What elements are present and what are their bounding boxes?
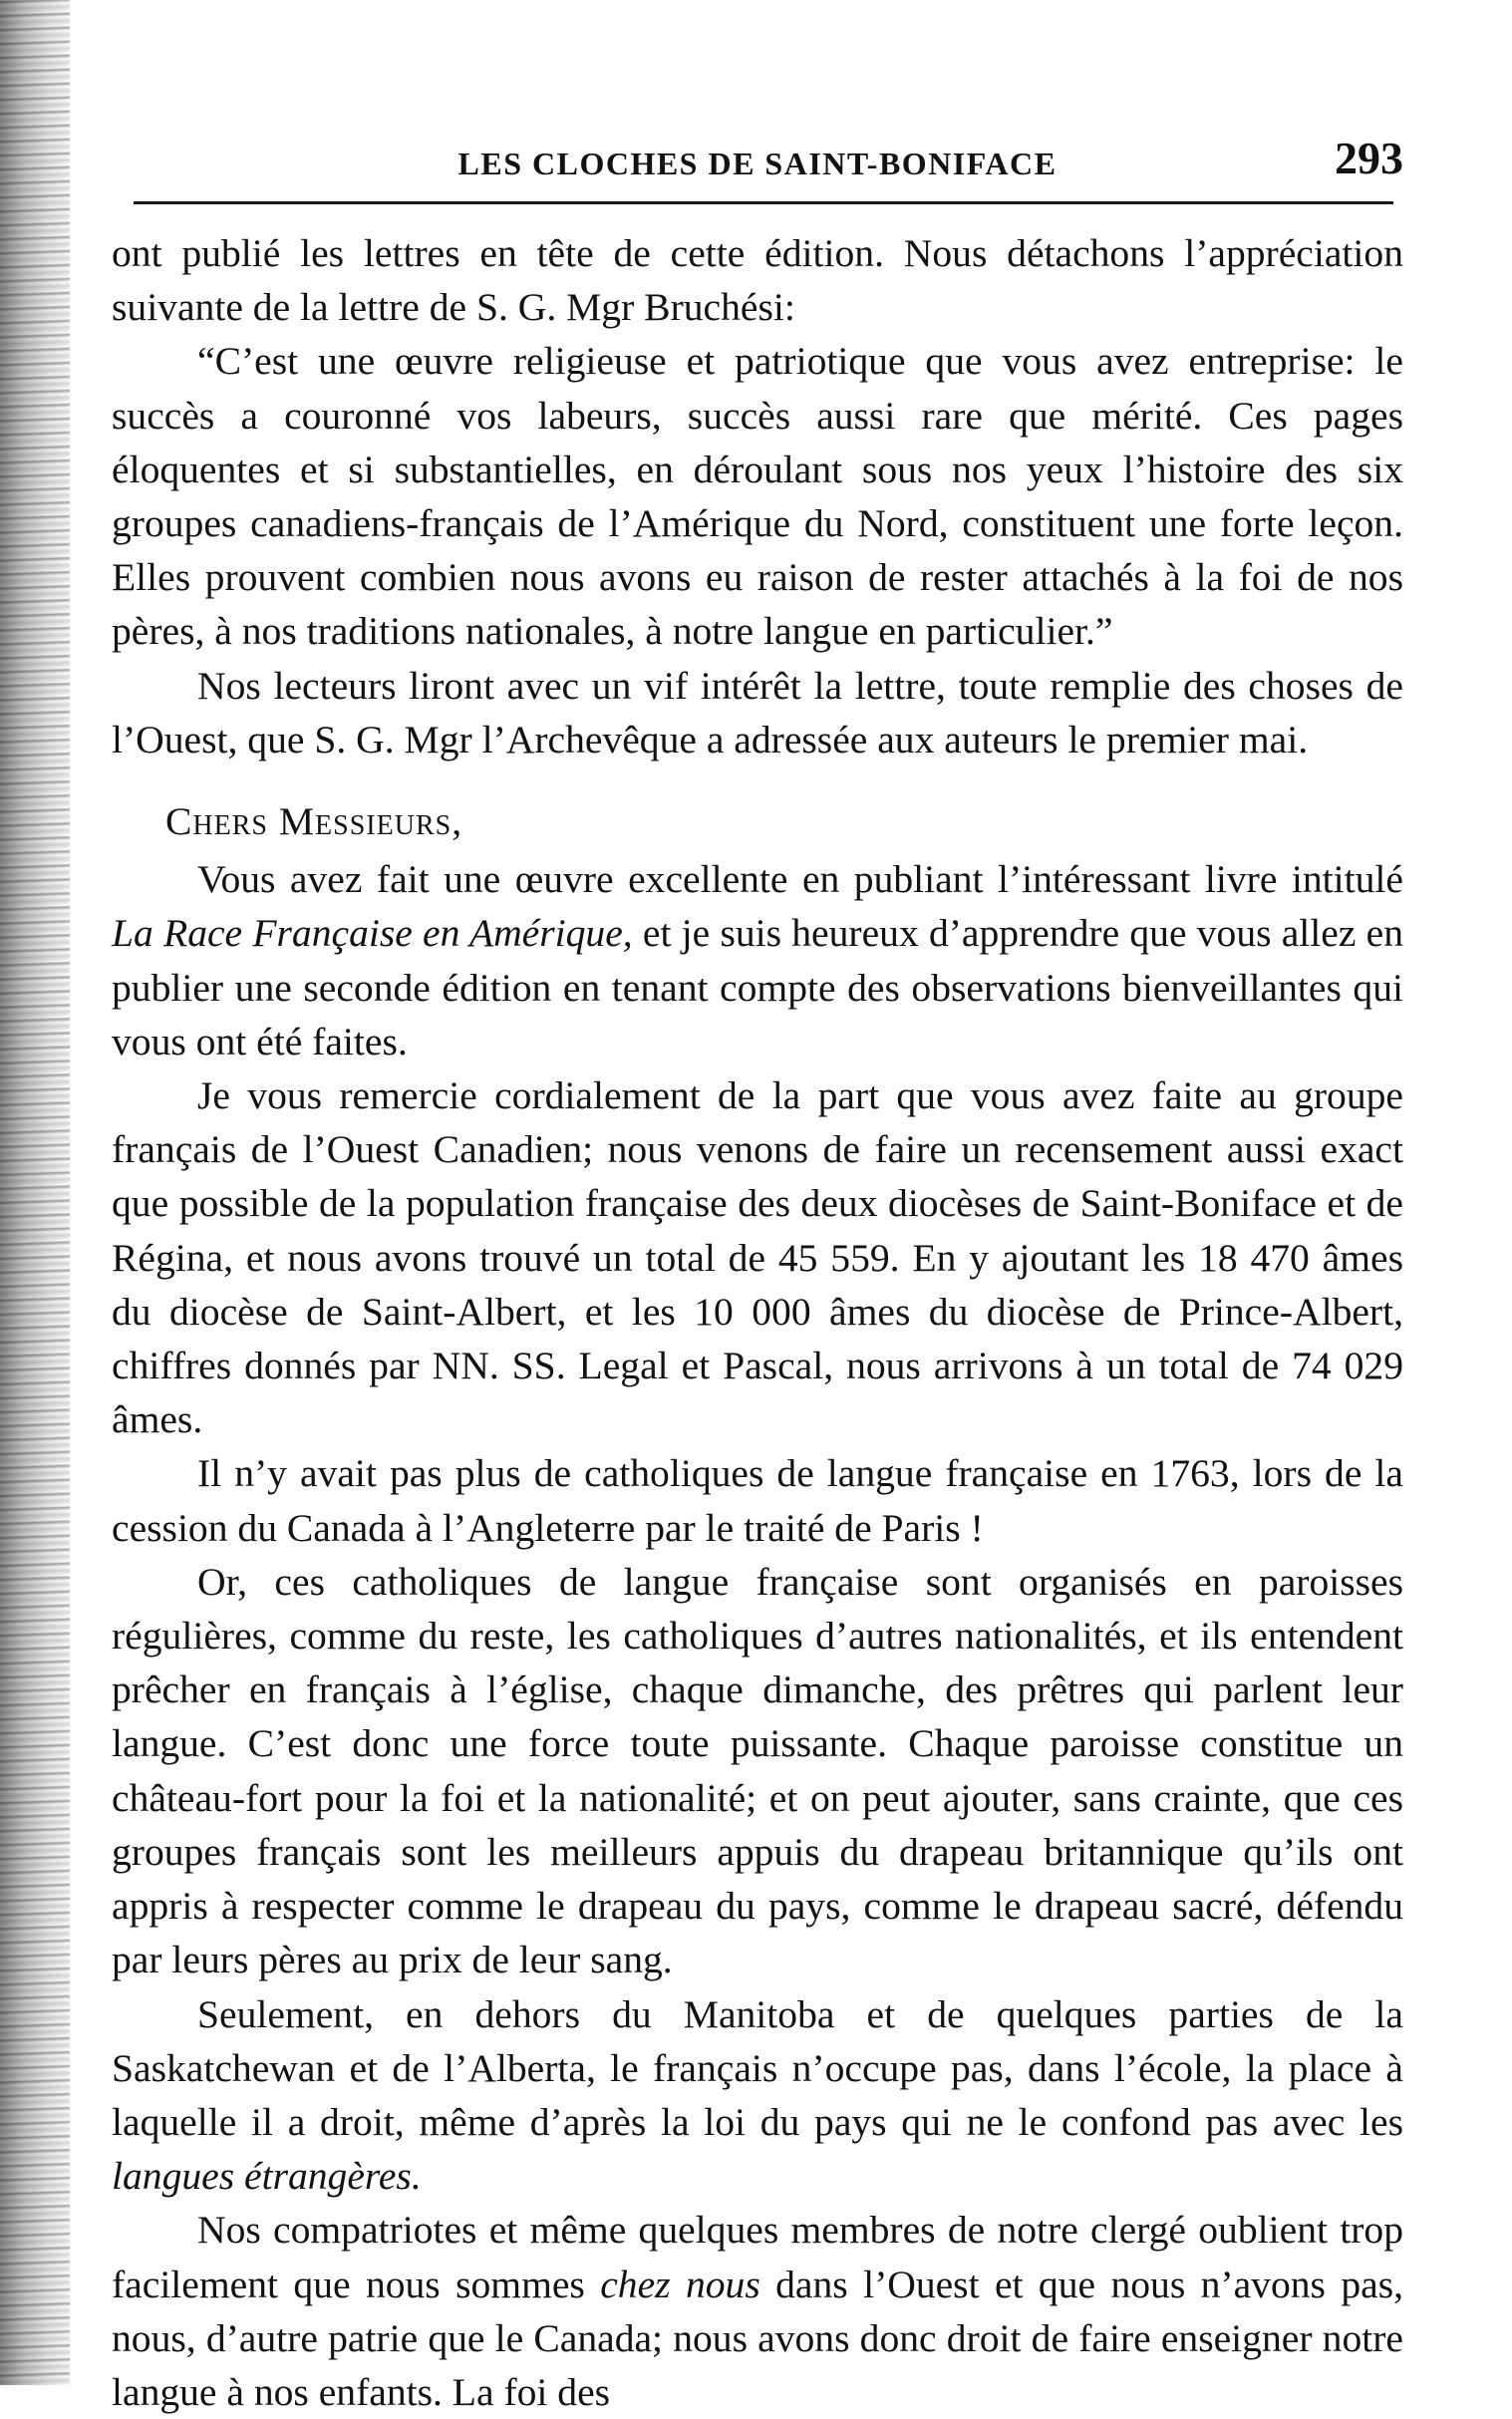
header-rule xyxy=(134,201,1393,204)
paragraph: Nos lecteurs liront avec un vif intérêt la lettre, toute remplie des choses de l’Ouest, que S. G. Mgr l’Archevêque a adressée aux auteurs le premier mai. xyxy=(112,663,1403,761)
letter-paragraph xyxy=(112,2203,1403,2419)
text-run: Vous avez fait une œuvre excellente en publiant l’intéressant livre intitulé xyxy=(197,857,1403,902)
letter-paragraph: Il n’y avait pas plus de catholiques de langue française en 1763, lors de la cession du Canada à l’Angleterre par le traité de Paris ! xyxy=(112,1451,1403,1550)
running-title: LES CLOCHES DE SAINT-BONIFACE xyxy=(457,146,1058,181)
letter-paragraph xyxy=(112,1987,1403,2204)
running-head xyxy=(112,118,1403,187)
text-run: Seulement, en dehors du Manitoba et de quelques parties de la Saskatchewan et de l’Alberta, le français n’occupe pas, dans l’école, la place à laquelle il a droit, même d’après la loi du pays qui ne le confond pas avec les xyxy=(112,1991,1403,2144)
quotation-paragraph: “C’est une œuvre religieuse et patriotique que vous avez entreprise: le succès a couronné vos labeurs, succès aussi rare que mérité. Ces pages éloquentes et si substantielles, en déroulant sous nos yeux l’histoire des six groupes canadiens-français de l’Amérique du Nord, constituent une forte leçon. Elles prouvent combien nous avons eu raison de rester attachés à la foi de nos pères, à nos traditions nationales, à notre langue en particulier.” xyxy=(112,339,1403,654)
body-text xyxy=(112,226,1403,2419)
paragraph: ont publié les lettres en tête de cette édition. Nous détachons l’appréciation suivante de la lettre de S. G. Mgr Bruchési: xyxy=(112,231,1403,330)
scanned-binding-edge xyxy=(0,0,70,2385)
italic-phrase: langues étrangères. xyxy=(112,2154,422,2199)
book-page xyxy=(112,118,1403,2419)
text-run: dans l’Ouest et que nous n’avons pas, nous, d’autre patrie que le Canada; nous avons donc droit de faire enseigner notre langue à nos enfants. La foi des xyxy=(112,2262,1403,2414)
book-title: La Race Française en Amérique, xyxy=(112,911,633,956)
page-number: 293 xyxy=(1335,133,1403,183)
letter-paragraph: Je vous remercie cordialement de la part que vous avez faite au groupe français de l’Ouest Canadien; nous venons de faire un recensement aussi exact que possible de la population française des deux diocèses de Saint-Boniface et de Régina, et nous avons trouvé un total de 45 559. En y ajoutant les 18 470 âmes du diocèse de Saint-Albert, et les 10 000 âmes du diocèse de Prince-Albert, chiffres donnés par NN. SS. Legal et Pascal, nous arrivons à un total de 74 029 âmes. xyxy=(112,1073,1403,1442)
letter-paragraph xyxy=(112,852,1403,1068)
text-run: Nos compatriotes et même quelques membres de notre clergé oublient trop facilement que nous sommes xyxy=(112,2208,1403,2306)
letter-salutation: Chers Messieurs, xyxy=(165,799,463,844)
italic-phrase: chez nous xyxy=(600,2262,760,2306)
letter-paragraph: Or, ces catholiques de langue française sont organisés en paroisses régulières, comme du reste, les catholiques d’autres nationalités, et ils entendent prêcher en français à l’église, chaque dimanche, des prêtres qui parlent leur langue. C’est donc une force toute puissante. Chaque paroisse constitue un château-fort pour la foi et la nationalité; et on peut ajouter, sans crainte, que ces groupes français sont les meilleurs appuis du drapeau britannique qu’ils ont appris à respecter comme le drapeau du pays, comme le drapeau sacré, défendu par leurs pères au prix de leur sang. xyxy=(112,1559,1403,1982)
text-run: et je suis heureux d’apprendre que vous allez en publier une seconde édition en tenant compte des observations bienveillantes qui vous ont été faites. xyxy=(112,911,1403,1063)
